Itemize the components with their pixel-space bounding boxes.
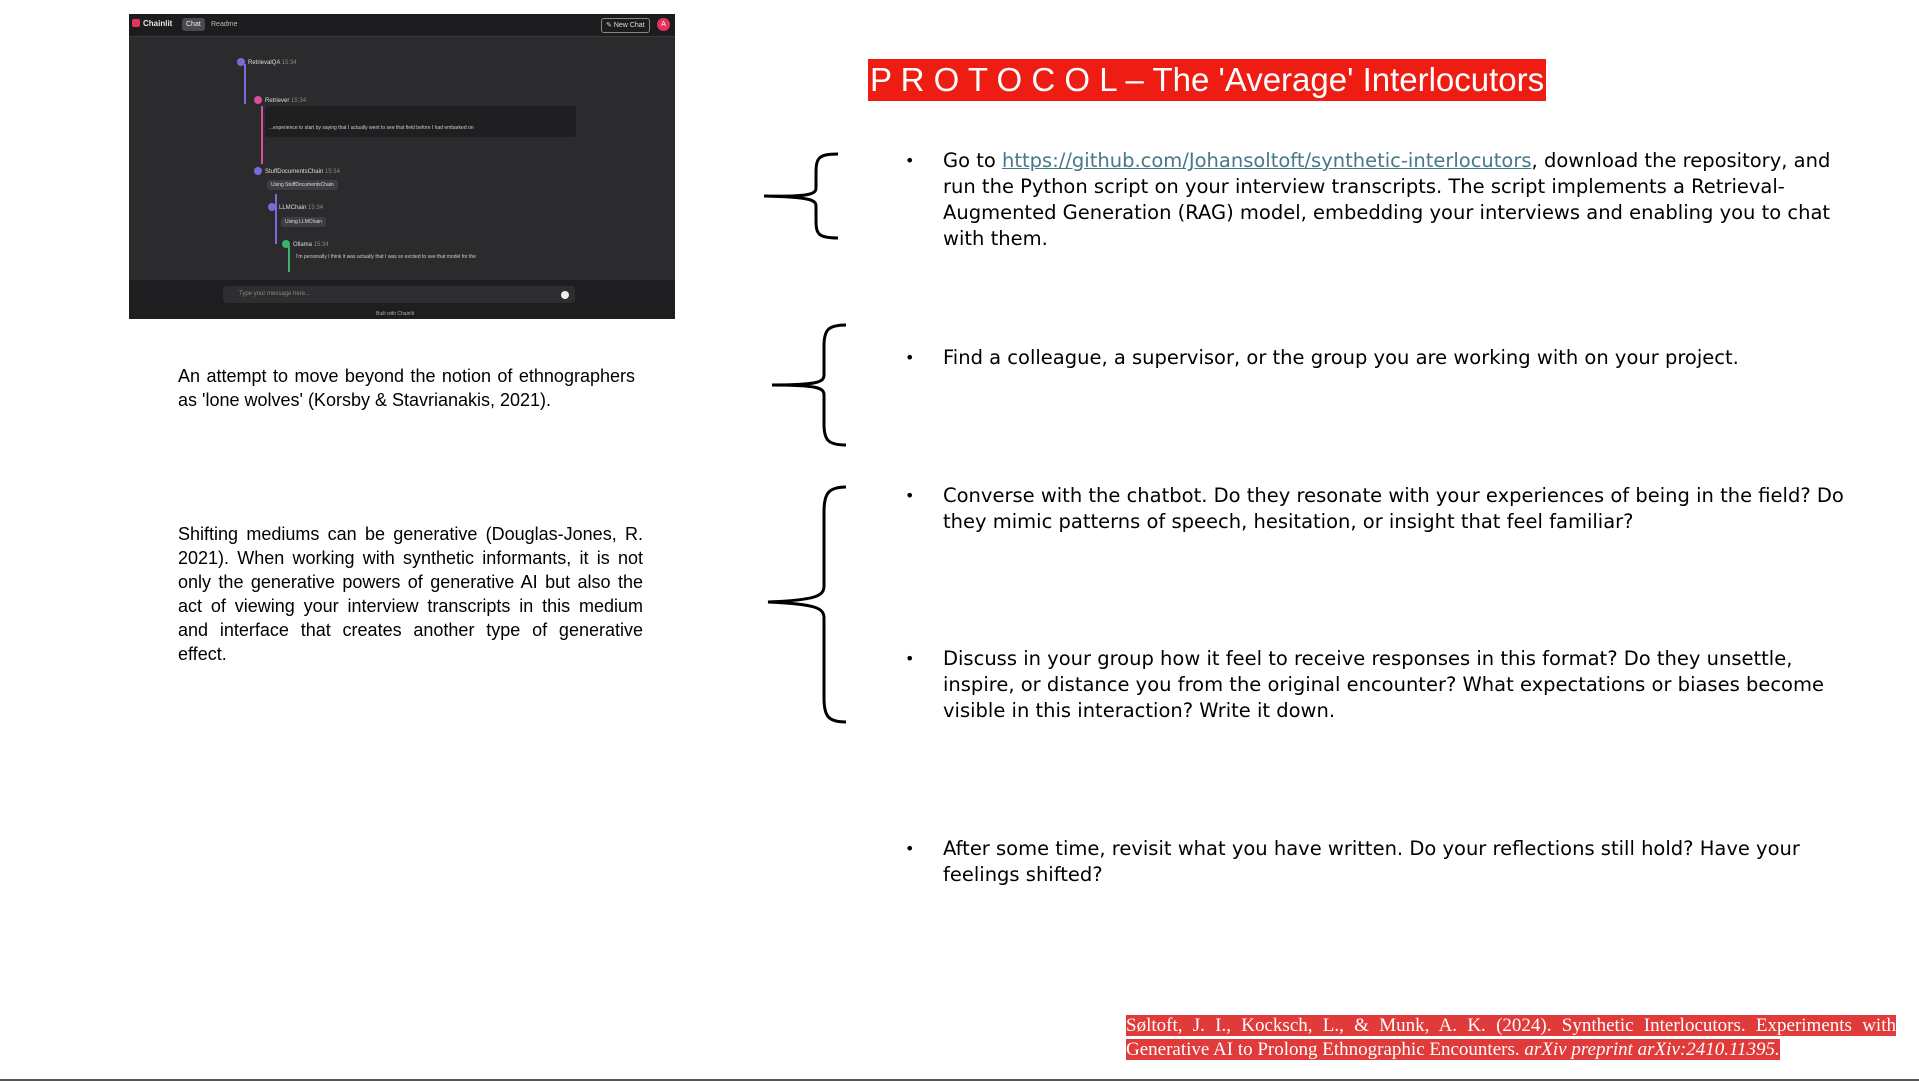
retriever-output-text: ...experience to start by saying that I actually went to see that field before I had embarked on (269, 125, 474, 131)
step-retrievalqa[interactable] (237, 58, 297, 66)
step-icon (282, 240, 290, 248)
message-input[interactable]: Type your message here... (223, 286, 575, 303)
bullet-marker: • (905, 151, 915, 170)
step-name: LLMChain (279, 205, 307, 211)
step-time: 15:34 (291, 98, 307, 104)
bullet-marker: • (905, 839, 915, 858)
step-icon (237, 58, 245, 66)
new-chat-button[interactable] (601, 18, 650, 33)
github-link[interactable]: https://github.com/Johansoltoft/synthetic-interlocutors (1002, 149, 1532, 172)
citation (1126, 1014, 1896, 1062)
list-item-text: Converse with the chatbot. Do they resonate with your experiences of being in the field? Do they mimic patterns of speech, hesitation, or insight that feel familiar? (943, 484, 1844, 533)
step-line (244, 64, 246, 104)
step-time: 15:34 (313, 242, 329, 248)
step-line (275, 194, 277, 244)
step-icon (268, 203, 276, 211)
list-item-text: Discuss in your group how it feel to receive responses in this format? Do they unsettle, inspire, or distance you from the original encounter? What expectations or biases become visible in this interaction? Write it down. (943, 647, 1824, 722)
send-icon[interactable] (561, 291, 569, 299)
tab-readme[interactable]: Readme (211, 21, 238, 28)
step-name: Retriever (265, 98, 290, 104)
built-with-label: Built with Chainlit (376, 311, 415, 317)
step-pill[interactable]: Using StuffDocumentsChain (267, 180, 338, 190)
retriever-output-box (265, 106, 576, 137)
step-time: 15:34 (308, 205, 324, 211)
step-line (261, 106, 263, 164)
citation-source: arXiv preprint arXiv:2410.11395. (1524, 1039, 1780, 1060)
bullet-text: , download the repository, and run the Python script on your interview transcripts. The script implements a Retrieval-Augmented Generation (RAG) model, embedding your interviews and enabling you to chat with them. (943, 149, 1831, 250)
step-time: 15:34 (281, 60, 297, 66)
ollama-output-text: I'm personally I think it was actually that I was so excited to see that model for the (296, 254, 476, 260)
bullet-marker: • (905, 348, 915, 367)
lone-wolves-paragraph: An attempt to move beyond the notion of ethnographers as 'lone wolves' (Korsby & Stavrianakis, 2021). (178, 366, 635, 410)
step-icon (254, 96, 262, 104)
new-chat-label: New Chat (613, 22, 645, 29)
step-time: 15:34 (324, 169, 340, 175)
step-pill[interactable]: Using LLMChain (281, 217, 326, 227)
list-item-text (943, 148, 1853, 252)
brace-icon (760, 148, 840, 244)
app-topbar (129, 14, 675, 37)
bullet-marker: • (905, 649, 915, 668)
list-item-text: After some time, revisit what you have written. Do your reflections still hold? Have your feelings shifted? (943, 837, 1800, 886)
step-retriever[interactable] (254, 96, 306, 104)
logo-icon (132, 19, 140, 27)
app-name: Chainlit (143, 19, 173, 28)
avatar[interactable]: A (657, 18, 670, 31)
page-title: P R O T O C O L – The 'Average' Interlocutors (868, 59, 1546, 101)
chatbot-screenshot (129, 14, 675, 319)
app-logo (132, 19, 172, 28)
shifting-mediums-paragraph: Shifting mediums can be generative (Douglas-Jones, R. 2021). When working with synthetic informants, it is not only the generative powers of generative AI but also the act of viewing your interview transcripts in this medium and interface that creates another type of generative effect. (178, 524, 643, 664)
tab-chat[interactable]: Chat (182, 18, 205, 31)
step-ollama[interactable] (282, 240, 329, 248)
step-icon (254, 167, 262, 175)
bullet-text: Go to (943, 149, 1003, 172)
step-name: RetrievalQA (248, 60, 281, 66)
step-name: StuffDocumentsChain (265, 169, 324, 175)
bullet-marker: • (905, 486, 915, 505)
list-item-text: Find a colleague, a supervisor, or the group you are working with on your project. (943, 346, 1739, 369)
brace-icon (764, 482, 848, 728)
step-stuffdocumentschain[interactable] (254, 167, 340, 175)
edit-icon: ✎ (606, 22, 614, 29)
brace-icon (768, 320, 848, 450)
step-line (288, 246, 290, 272)
step-name: Ollama (293, 242, 313, 248)
step-llmchain[interactable] (268, 203, 323, 211)
citation-text: Søltoft, J. I., Kocksch, L., & Munk, A. K. (2024). Synthetic Interlocutors. Experiments with Generative AI to Prolong Ethnographic Encounters. (1126, 1015, 1896, 1060)
